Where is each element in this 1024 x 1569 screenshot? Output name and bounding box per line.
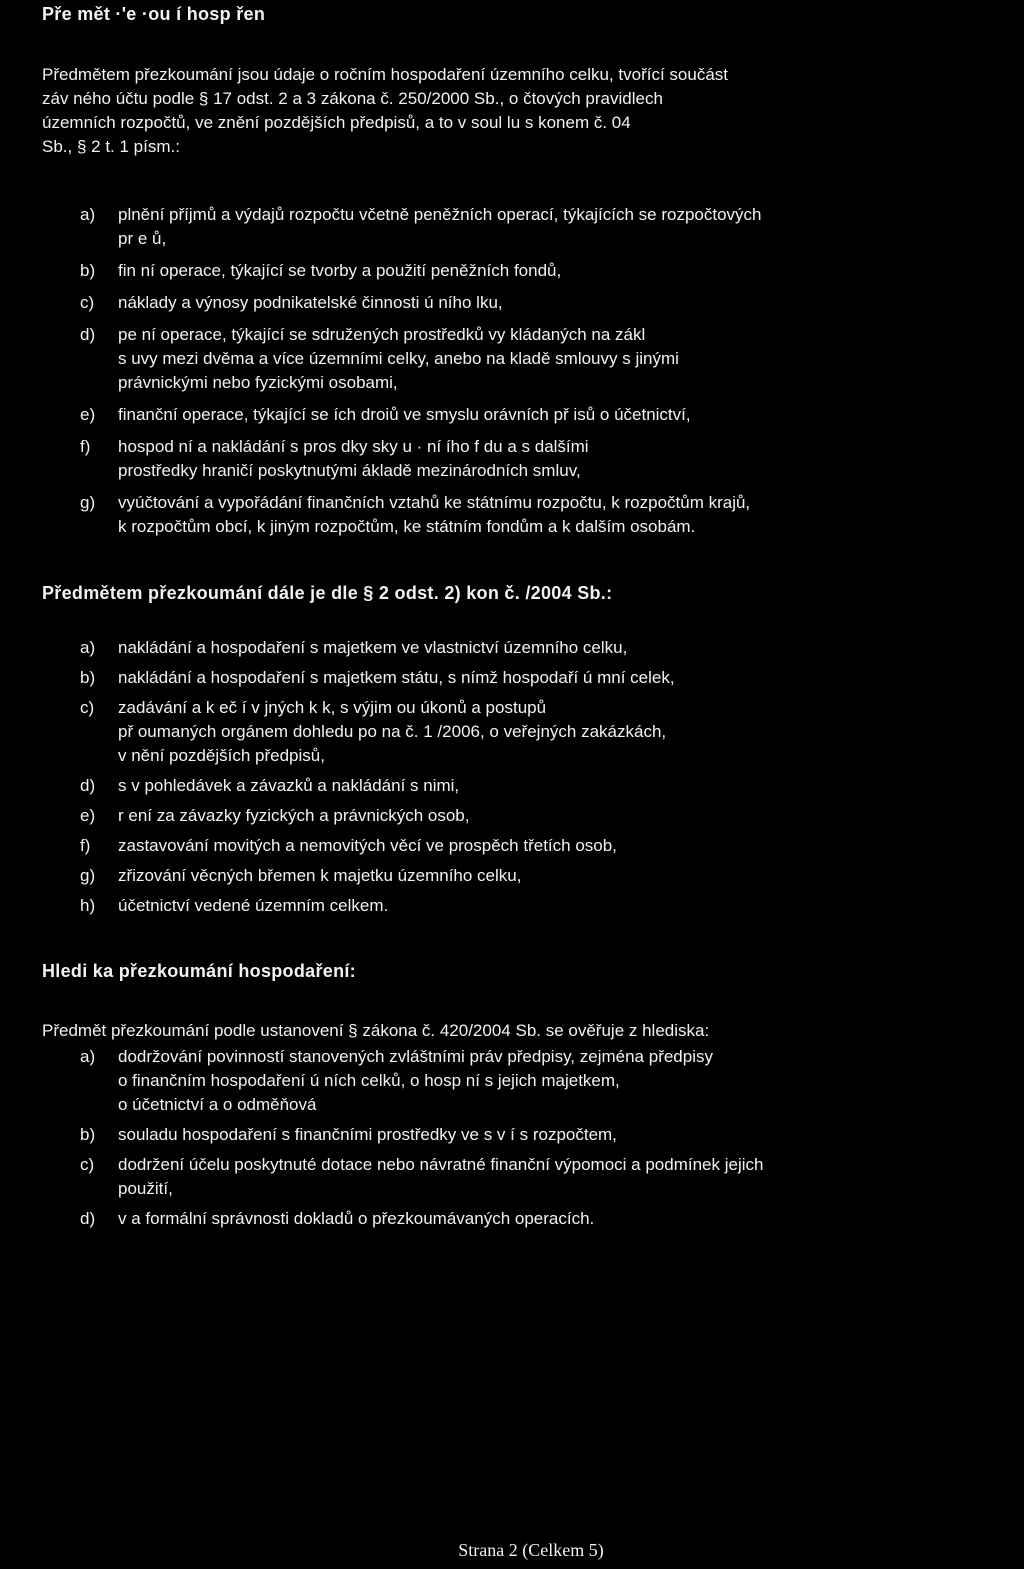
item-line: dodržování povinností stanovených zvláštními práv předpisy, zejména předpisy xyxy=(118,1047,713,1066)
item-line: s uvy mezi dvěma a více územními celky, anebo na kladě smlouvy s jinými xyxy=(118,349,679,368)
item-marker: g) xyxy=(80,493,96,512)
item-line: nakládání a hospodaření s majetkem státu, s nímž hospodaří ú mní celek, xyxy=(118,668,675,687)
list-item xyxy=(80,403,1020,427)
item-line: pe ní operace, týkající se sdružených prostředků vy kládaných na zákl xyxy=(118,325,646,344)
item-line: vyúčtování a vypořádání finančních vztahů ke státnímu rozpočtu, k rozpočtům krajů, xyxy=(118,493,751,512)
item-marker: b) xyxy=(80,1125,96,1144)
list-item xyxy=(80,894,1020,918)
item-line: k rozpočtům obcí, k jiným rozpočtům, ke státním fondům a k dalším osobám. xyxy=(118,517,696,536)
list-item xyxy=(80,259,1020,283)
item-line: r ení za závazky fyzických a právnických osob, xyxy=(118,806,470,825)
list-item xyxy=(80,666,1020,690)
section3-list xyxy=(80,1045,1020,1231)
item-line: použití, xyxy=(118,1179,173,1198)
item-line: o účetnictví a o odměňová xyxy=(118,1095,317,1114)
item-line: s v pohledávek a závazků a nakládání s nimi, xyxy=(118,776,460,795)
item-line: plnění příjmů a výdajů rozpočtu včetně peněžních operací, týkajících se rozpočtových xyxy=(118,205,762,224)
item-marker: f) xyxy=(80,836,91,855)
intro-line: územních rozpočtů, ve znění pozdějších předpisů, a to v soul lu s konem č. 04 xyxy=(42,113,631,132)
intro-line: Předmět přezkoumání podle ustanovení § zákona č. 420/2004 Sb. se ověřuje z hlediska: xyxy=(42,1021,710,1040)
item-marker: g) xyxy=(80,866,96,885)
section3-heading: Hledi ka přezkoumání hospodaření: xyxy=(42,961,356,981)
item-marker: b) xyxy=(80,668,96,687)
item-marker: d) xyxy=(80,776,96,795)
item-marker: a) xyxy=(80,1047,96,1066)
list-item xyxy=(80,1123,1020,1147)
item-line: účetnictví vedené územním celkem. xyxy=(118,896,389,915)
item-marker: h) xyxy=(80,896,96,915)
list-item xyxy=(80,323,1020,395)
intro-line: Sb., § 2 t. 1 písm.: xyxy=(42,137,180,156)
item-marker: c) xyxy=(80,698,95,717)
item-line: nakládání a hospodaření s majetkem ve vlastnictví územního celku, xyxy=(118,638,628,657)
section1-intro xyxy=(42,63,1022,159)
list-item xyxy=(80,1045,1020,1117)
item-line: zřizování věcných břemen k majetku územního celku, xyxy=(118,866,522,885)
item-marker: e) xyxy=(80,806,96,825)
item-line: fin ní operace, týkající se tvorby a použití peněžních fondů, xyxy=(118,261,562,280)
item-marker: b) xyxy=(80,261,96,280)
item-marker: c) xyxy=(80,293,95,312)
item-line: souladu hospodaření s finančními prostředky ve s v í s rozpočtem, xyxy=(118,1125,617,1144)
item-line: v nění pozdějších předpisů, xyxy=(118,746,325,765)
item-line: prostředky hraničí poskytnutými ákladě mezinárodních smluv, xyxy=(118,461,581,480)
item-line: pr e ů, xyxy=(118,229,167,248)
list-item xyxy=(80,1207,1020,1231)
item-line: finanční operace, týkající se ích droiů ve smyslu orávních př isů o účetnictví, xyxy=(118,405,691,424)
section2-list xyxy=(80,636,1020,918)
item-marker: d) xyxy=(80,325,96,344)
list-item xyxy=(80,491,1020,539)
item-line: zastavování movitých a nemovitých věcí ve prospěch třetích osob, xyxy=(118,836,617,855)
item-line: př oumaných orgánem dohledu po na č. 1 /2006, o veřejných zakázkách, xyxy=(118,722,667,741)
list-item xyxy=(80,636,1020,660)
item-line: právnickými nebo fyzickými osobami, xyxy=(118,373,398,392)
list-item xyxy=(80,203,1020,251)
list-item xyxy=(80,696,1020,768)
item-line: zadávání a k eč í v jných k k, s výjim ou úkonů a postupů xyxy=(118,698,547,717)
item-marker: e) xyxy=(80,405,96,424)
item-marker: a) xyxy=(80,638,96,657)
section1-list xyxy=(80,203,1020,539)
item-marker: f) xyxy=(80,437,91,456)
intro-line: záv ného účtu podle § 17 odst. 2 a 3 zákona č. 250/2000 Sb., o čtových pravidlech xyxy=(42,89,663,108)
item-line: o finančním hospodaření ú ních celků, o hosp ní s jejich majetkem, xyxy=(118,1071,620,1090)
section3-intro xyxy=(42,1019,1022,1043)
item-line: v a formální správnosti dokladů o přezkoumávaných operacích. xyxy=(118,1209,595,1228)
item-marker: a) xyxy=(80,205,96,224)
list-item xyxy=(80,1153,1020,1201)
item-line: náklady a výnosy podnikatelské činnosti ú ního lku, xyxy=(118,293,503,312)
section2-heading: Předmětem přezkoumání dále je dle § 2 odst. 2) kon č. /2004 Sb.: xyxy=(42,583,613,603)
item-marker: d) xyxy=(80,1209,96,1228)
list-item xyxy=(80,435,1020,483)
page-footer: Strana 2 (Celkem 5) xyxy=(458,1540,604,1560)
item-line: dodržení účelu poskytnuté dotace nebo návratné finanční výpomoci a podmínek jejich xyxy=(118,1155,764,1174)
list-item xyxy=(80,291,1020,315)
list-item xyxy=(80,864,1020,888)
intro-line: Předmětem přezkoumání jsou údaje o ročním hospodaření územního celku, tvořící součást xyxy=(42,65,729,84)
item-line: hospod ní a nakládání s pros dky sky u · ní ího f du a s dalšími xyxy=(118,437,589,456)
list-item xyxy=(80,834,1020,858)
list-item xyxy=(80,804,1020,828)
section1-heading: Pře mět ·'e ·ou í hosp řen xyxy=(42,4,266,24)
list-item xyxy=(80,774,1020,798)
item-marker: c) xyxy=(80,1155,95,1174)
